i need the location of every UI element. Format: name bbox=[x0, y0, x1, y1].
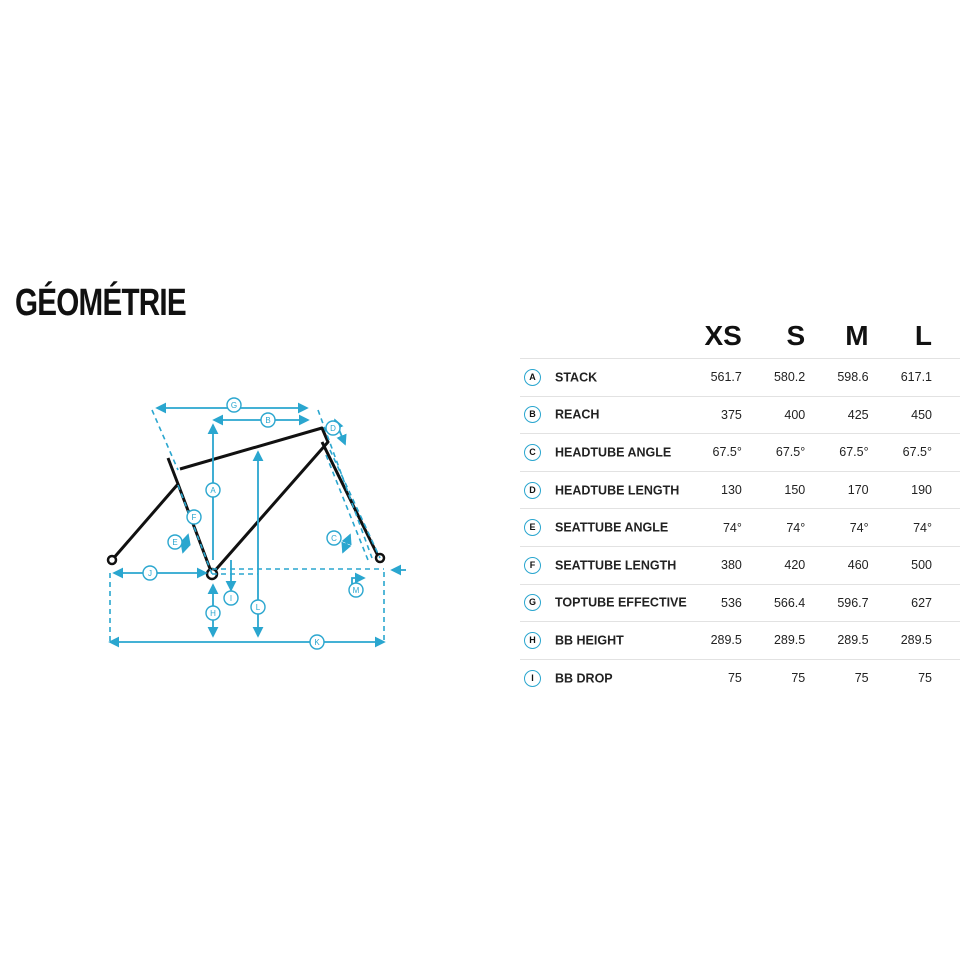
param-cell bbox=[520, 622, 700, 660]
table-row bbox=[520, 396, 960, 434]
table-row bbox=[520, 622, 960, 660]
badge-b bbox=[261, 413, 275, 427]
param-header bbox=[520, 312, 700, 359]
value-cell: 500 bbox=[897, 546, 960, 584]
param-label: STACK bbox=[555, 370, 598, 385]
dashed-guides bbox=[110, 410, 384, 642]
value-cell: 289.5 bbox=[770, 622, 833, 660]
value-cell: 566.4 bbox=[770, 584, 833, 622]
value-cell: 580.2 bbox=[770, 359, 833, 397]
badge-g bbox=[227, 398, 241, 412]
size-header-l: L bbox=[914, 320, 932, 351]
value-cell: 425 bbox=[833, 396, 896, 434]
svg-text:D: D bbox=[330, 424, 336, 433]
badge-h bbox=[206, 606, 220, 620]
letter-badge: E bbox=[524, 519, 541, 536]
value-cell: 74° bbox=[700, 509, 770, 547]
bike-frame bbox=[112, 428, 380, 574]
param-cell bbox=[520, 434, 700, 472]
svg-text:C: C bbox=[331, 534, 337, 543]
param-label: HEADTUBE LENGTH bbox=[555, 483, 680, 498]
table-row bbox=[520, 434, 960, 472]
badge-f bbox=[187, 510, 201, 524]
value-cell: 596.7 bbox=[833, 584, 896, 622]
svg-text:K: K bbox=[314, 638, 320, 647]
page-title: GÉOMÉTRIE bbox=[15, 282, 186, 324]
value-cell: 598.6 bbox=[833, 359, 896, 397]
letter-badge: C bbox=[524, 444, 541, 461]
value-cell: 375 bbox=[700, 396, 770, 434]
value-cell: 289.5 bbox=[897, 622, 960, 660]
param-cell bbox=[520, 546, 700, 584]
value-cell: 617.1 bbox=[897, 359, 960, 397]
table-row bbox=[520, 471, 960, 509]
table-row bbox=[520, 546, 960, 584]
value-cell: 75 bbox=[897, 659, 960, 696]
table-row bbox=[520, 509, 960, 547]
value-cell: 74° bbox=[833, 509, 896, 547]
value-cell: 150 bbox=[770, 471, 833, 509]
table-row bbox=[520, 584, 960, 622]
frame-outline bbox=[112, 428, 380, 574]
diagram-badges bbox=[143, 398, 363, 649]
table-row bbox=[520, 659, 960, 696]
param-cell bbox=[520, 584, 700, 622]
size-header-s: S bbox=[786, 320, 806, 351]
badge-c bbox=[327, 531, 341, 545]
svg-text:H: H bbox=[210, 609, 216, 618]
value-cell: 67.5° bbox=[833, 434, 896, 472]
svg-text:G: G bbox=[230, 401, 238, 410]
value-cell: 561.7 bbox=[700, 359, 770, 397]
value-cell: 75 bbox=[700, 659, 770, 696]
letter-badge: I bbox=[524, 670, 541, 687]
letter-badge: A bbox=[524, 369, 541, 386]
svg-text:J: J bbox=[148, 569, 152, 578]
param-cell bbox=[520, 471, 700, 509]
value-cell: 67.5° bbox=[700, 434, 770, 472]
param-label: HEADTUBE ANGLE bbox=[555, 445, 672, 460]
value-cell: 74° bbox=[770, 509, 833, 547]
value-cell: 627 bbox=[897, 584, 960, 622]
value-cell: 450 bbox=[897, 396, 960, 434]
value-cell: 400 bbox=[770, 396, 833, 434]
value-cell: 420 bbox=[770, 546, 833, 584]
svg-text:E: E bbox=[172, 538, 178, 547]
size-header-m: M bbox=[845, 320, 869, 351]
value-cell: 67.5° bbox=[770, 434, 833, 472]
badge-j bbox=[143, 566, 157, 580]
rear-axle bbox=[108, 556, 116, 564]
letter-badge: B bbox=[524, 406, 541, 423]
svg-text:B: B bbox=[265, 416, 271, 425]
value-cell: 190 bbox=[897, 471, 960, 509]
geometry-table bbox=[520, 312, 960, 696]
svg-text:A: A bbox=[210, 486, 216, 495]
geometry-table-body bbox=[520, 359, 960, 697]
value-cell: 130 bbox=[700, 471, 770, 509]
param-cell bbox=[520, 659, 700, 696]
letter-badge: H bbox=[524, 632, 541, 649]
value-cell: 74° bbox=[897, 509, 960, 547]
param-cell bbox=[520, 359, 700, 397]
badge-l bbox=[251, 600, 265, 614]
value-cell: 289.5 bbox=[700, 622, 770, 660]
param-cell bbox=[520, 509, 700, 547]
size-header-xs: XS bbox=[704, 320, 742, 351]
svg-text:L: L bbox=[255, 603, 261, 612]
param-label: REACH bbox=[555, 407, 600, 422]
badge-e bbox=[168, 535, 182, 549]
badge-m bbox=[349, 583, 363, 597]
value-cell: 460 bbox=[833, 546, 896, 584]
param-label: TOPTUBE EFFECTIVE bbox=[555, 595, 687, 610]
value-cell: 536 bbox=[700, 584, 770, 622]
value-cell: 170 bbox=[833, 471, 896, 509]
svg-text:I: I bbox=[229, 594, 233, 603]
badge-d bbox=[326, 421, 340, 435]
param-label: SEATTUBE LENGTH bbox=[555, 558, 677, 573]
svg-text:M: M bbox=[352, 586, 360, 595]
param-label: SEATTUBE ANGLE bbox=[555, 520, 669, 535]
badge-k bbox=[310, 635, 324, 649]
badge-i bbox=[224, 591, 238, 605]
param-label: BB DROP bbox=[555, 671, 613, 686]
letter-badge: D bbox=[524, 482, 541, 499]
value-cell: 380 bbox=[700, 546, 770, 584]
badge-a bbox=[206, 483, 220, 497]
table-row bbox=[520, 359, 960, 397]
letter-badge: F bbox=[524, 557, 541, 574]
param-label: BB HEIGHT bbox=[555, 633, 624, 648]
value-cell: 75 bbox=[833, 659, 896, 696]
frame-geometry-diagram bbox=[90, 388, 420, 658]
letter-badge: G bbox=[524, 594, 541, 611]
size-header-row bbox=[520, 312, 960, 359]
svg-text:F: F bbox=[191, 513, 197, 522]
param-cell bbox=[520, 396, 700, 434]
value-cell: 67.5° bbox=[897, 434, 960, 472]
value-cell: 289.5 bbox=[833, 622, 896, 660]
value-cell: 75 bbox=[770, 659, 833, 696]
